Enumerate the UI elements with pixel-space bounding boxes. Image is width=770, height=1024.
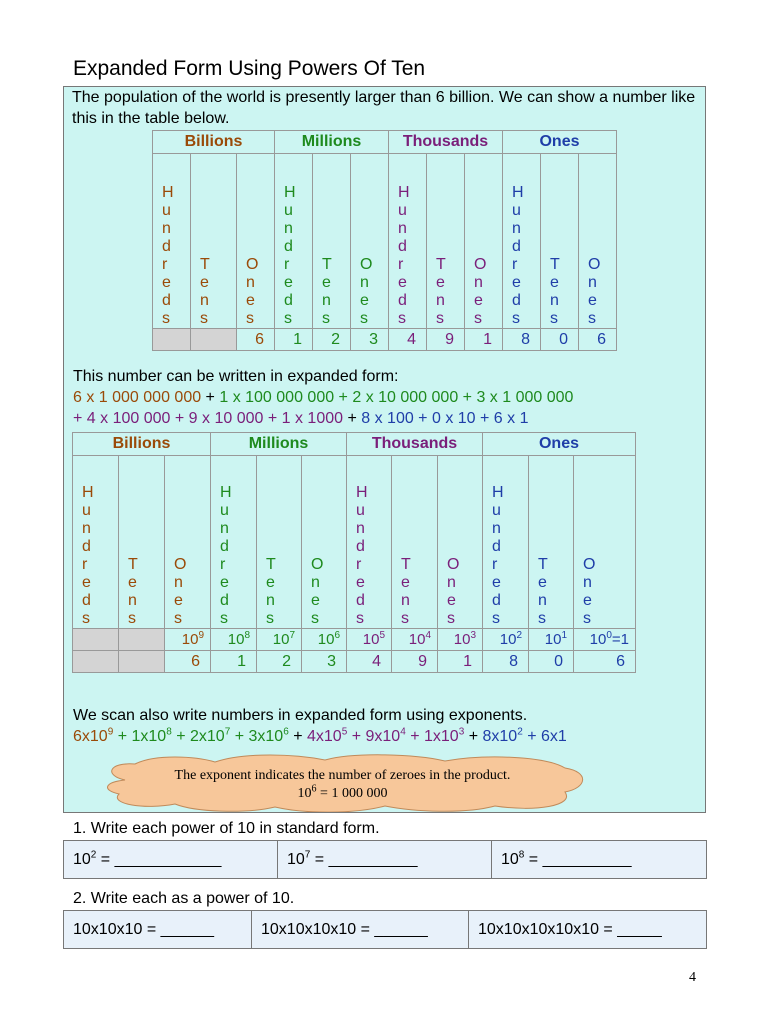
exponent-term: $9x10^4$ [365,726,406,745]
question-2-answers [63,910,707,949]
expanded-term: 1 x 100 000 000 [219,389,335,406]
answer-cell[interactable]: 10x10x10x10 = ______ [252,911,469,949]
cloud-text [95,767,590,803]
answer-blank: = ____________ [96,850,222,868]
digit-cell: 1 [275,329,313,351]
expanded-term: 2 x 10 000 000 [352,389,459,406]
intro-text: The population of the world is presently larger than 6 billion. We can show a number like this in the table below. [72,89,696,127]
exponent-intro: We scan also write numbers in expanded form using exponents. [73,707,528,724]
power-cell: $10^2$ [483,629,529,651]
base: 10 [73,850,91,868]
plus-sign: + [230,728,249,745]
exponent-expression [73,728,567,746]
column-label: H u n d r e d s [211,456,257,629]
exponent-term: $2x10^7$ [190,726,231,745]
column-label: O n e s [465,154,503,329]
plus-sign: + [347,728,366,745]
digit-cell: 8 [483,651,529,673]
digit-cell: 3 [302,651,347,673]
expanded-term: 1 x 1000 [281,410,344,427]
digit-cell: 4 [347,651,392,673]
empty-cell [153,329,191,351]
column-label: T e n s [257,456,302,629]
plus-sign: + [171,728,190,745]
header-billions: Billions [73,433,211,456]
digit-cell: 1 [211,651,257,673]
header-ones: Ones [483,433,636,456]
digit-cell: 4 [389,329,427,351]
cloud-line-2 [95,785,590,803]
question-2: 2. Write each as a power of 10. [73,890,295,907]
answer-blank: = __________ [524,850,632,868]
plus-sign: + [475,410,494,427]
plus-sign: + [201,389,220,406]
cloud-base: 10 [297,786,312,801]
place-value-table-1 [152,130,617,351]
expanded-term: 6 x 1 [493,410,529,427]
header-millions: Millions [211,433,347,456]
column-label: T e n s [313,154,351,329]
column-label: T e n s [529,456,574,629]
digit-cell: 6 [574,651,636,673]
column-label: H u n d r e d s [275,154,313,329]
column-label: O n e s [438,456,483,629]
column-label: T e n s [191,154,237,329]
column-label: H u n d r e d s [73,456,119,629]
exponent-term: $6x10^9$ [73,726,114,745]
plus-sign: + [334,389,353,406]
exponent-term: $1x10^3$ [424,726,465,745]
expanded-term: 9 x 10 000 [188,410,264,427]
exponent-term: $4x10^5$ [307,726,348,745]
power-cell: $10^6$ [302,629,347,651]
digit-cell: 0 [541,329,579,351]
digit-cell: 8 [503,329,541,351]
empty-cell [191,329,237,351]
page-title: Expanded Form Using Powers Of Ten [73,57,426,80]
digit-cell: 9 [427,329,465,351]
digit-cell: 3 [351,329,389,351]
power-cell: $10^0=1$ [574,629,636,651]
column-label: T e n s [541,154,579,329]
empty-cell [73,651,119,673]
column-label: O n e s [351,154,389,329]
answer-cell[interactable]: 10x10x10x10x10 = _____ [469,911,707,949]
empty-cell [119,651,165,673]
cloud-line-1: The exponent indicates the number of zeroes in the product. [174,768,511,783]
power-cell: $10^7$ [257,629,302,651]
exponent-term: $3x10^6$ [248,726,289,745]
column-label: T e n s [427,154,465,329]
header-billions: Billions [153,131,275,154]
column-label: H u n d r e d s [503,154,541,329]
expanded-line-1 [73,389,573,407]
cloud-rest: = 1 000 000 [316,786,388,801]
answer-cell[interactable] [492,841,707,879]
cloud-exponent: 6 [311,783,317,795]
digit-cell: 1 [438,651,483,673]
plus-sign: + [464,728,483,745]
column-label: O n e s [165,456,211,629]
digit-cell: 1 [465,329,503,351]
plus-sign: + [343,410,362,427]
plus-sign: + [413,410,432,427]
plus-sign: + [263,410,282,427]
digit-cell: 6 [579,329,617,351]
plus-sign: + [522,728,541,745]
expanded-term: 8 x 100 [361,410,414,427]
answer-blank: = __________ [310,850,418,868]
column-label: O n e s [237,154,275,329]
column-label: H u n d r e d s [483,456,529,629]
place-value-table-2 [72,432,636,673]
digit-cell: 0 [529,651,574,673]
answer-cell[interactable]: 10x10x10 = ______ [64,911,252,949]
plus-sign: + [405,728,424,745]
power-cell: $10^5$ [347,629,392,651]
header-thousands: Thousands [347,433,483,456]
exponent: 2 [90,849,97,861]
exponent-term: 6x1 [541,728,567,745]
expanded-line-2 [73,410,528,428]
digit-cell: 6 [237,329,275,351]
header-thousands: Thousands [389,131,503,154]
expanded-intro: This number can be written in expanded form: [73,368,399,385]
expanded-term: 0 x 10 [431,410,476,427]
column-label: O n e s [302,456,347,629]
answer-cell[interactable] [64,841,278,879]
answer-cell[interactable] [278,841,492,879]
expanded-term: 3 x 1 000 000 [476,389,574,406]
empty-cell [119,629,165,651]
column-label: O n e s [574,456,636,629]
exponent-term: $8x10^2$ [482,726,523,745]
question-1: 1. Write each power of 10 in standard form. [73,820,380,837]
column-label: O n e s [579,154,617,329]
power-cell: $10^3$ [438,629,483,651]
expanded-term: 6 x 1 000 000 000 [73,389,202,406]
plus-sign: + [170,410,189,427]
page-number: 4 [689,970,696,985]
question-1-answers [63,840,707,879]
digit-cell: 6 [165,651,211,673]
exponent: 7 [304,849,311,861]
plus-sign: + [458,389,477,406]
power-cell: $10^4$ [392,629,438,651]
power-cell: $10^9$ [165,629,211,651]
expanded-term: 4 x 100 000 [86,410,171,427]
base: 10 [501,850,519,868]
column-label: T e n s [119,456,165,629]
base: 10 [287,850,305,868]
power-cell: $10^8$ [211,629,257,651]
column-label: H u n d r e d s [153,154,191,329]
header-ones: Ones [503,131,617,154]
digit-cell: 2 [257,651,302,673]
digit-cell: 2 [313,329,351,351]
column-label: H u n d r e d s [347,456,392,629]
plus-sign: + [113,728,132,745]
empty-cell [73,629,119,651]
column-label: H u n d r e d s [389,154,427,329]
header-millions: Millions [275,131,389,154]
column-label: T e n s [392,456,438,629]
plus-sign: + [73,410,87,427]
exponent: 8 [518,849,525,861]
plus-sign: + [288,728,307,745]
digit-cell: 9 [392,651,438,673]
power-cell: $10^1$ [529,629,574,651]
exponent-term: $1x10^8$ [131,726,172,745]
